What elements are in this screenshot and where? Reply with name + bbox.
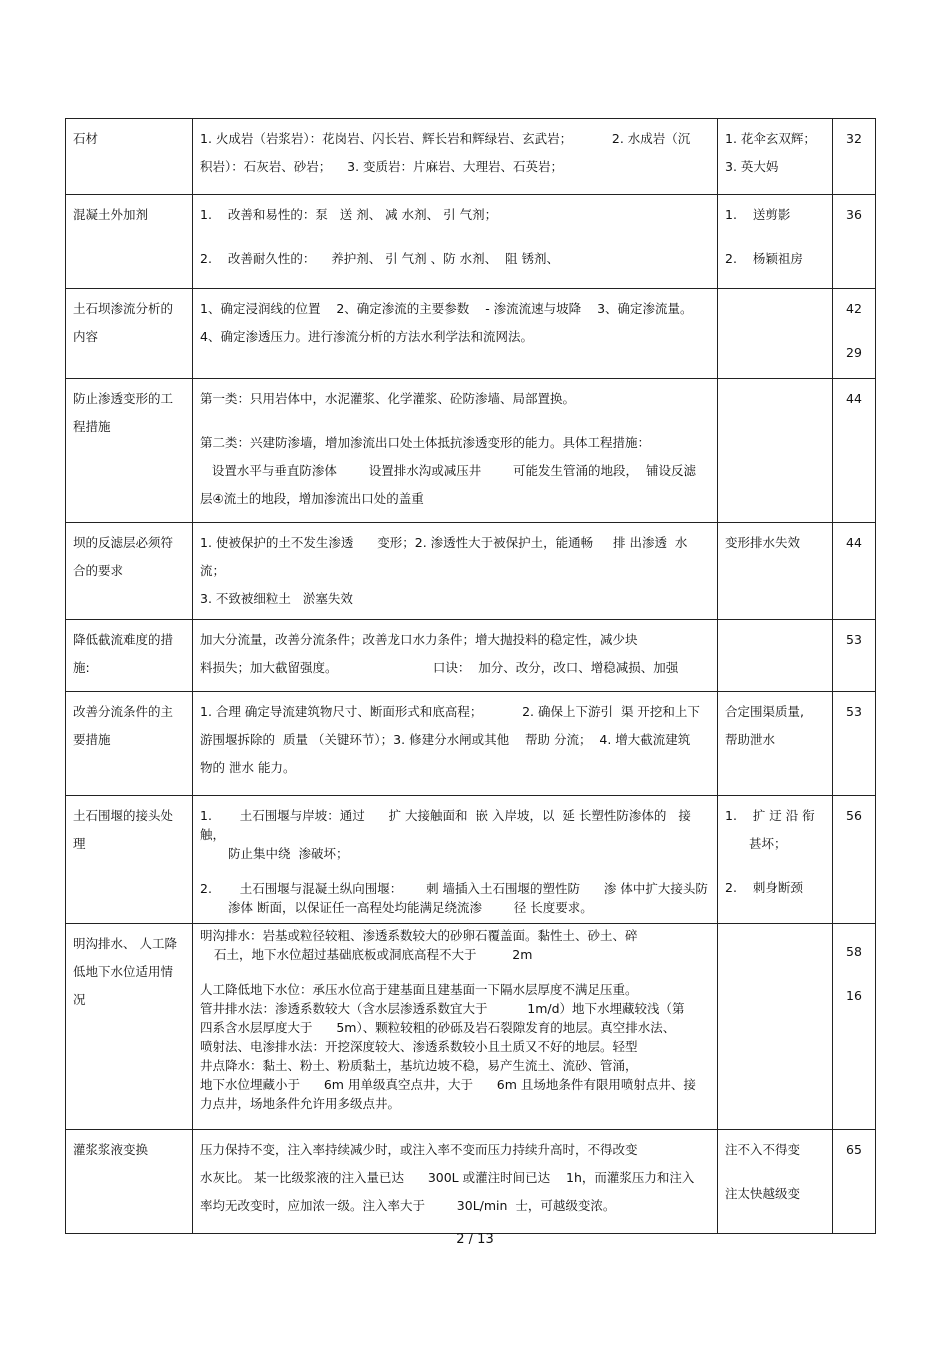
content-cell: 1. 改善和易性的：泵 送 剂、 减 水剂、 引 气剂； 2. 改善耐久性的： 养护剂、 引 气剂 、防 水剂、 阻 锈剂、	[193, 195, 718, 289]
mnemonic-cell	[718, 620, 833, 692]
mnemonic-cell	[718, 379, 833, 523]
page-ref-cell: 44	[833, 379, 876, 523]
page-ref-cell: 53	[833, 692, 876, 796]
mnemonic-cell: 变形排水失效	[718, 523, 833, 620]
topic-cell: 土石坝渗流分析的内容	[66, 289, 193, 379]
table-row	[66, 195, 876, 289]
mnemonic-cell: 注不入不得变 注太快越级变	[718, 1130, 833, 1234]
page-ref-cell: 56	[833, 796, 876, 924]
content-cell: 1. 土石围堰与岸坡：通过 扩 大接触面和 嵌 入岸坡，以 延 长塑性防渗体的 接 触， 防止集中绕 渗破坏； 2. 土石围堰与混凝土纵向围堰： 刺 墙插入土石围堰的塑性防 渗 体中扩大接头防 渗体 断面，以保证任一高程处均能满足绕流渗 径 长度要求。	[193, 796, 718, 924]
notes-table	[65, 118, 876, 1234]
topic-cell: 防止渗透变形的工程措施	[66, 379, 193, 523]
mnemonic-cell	[718, 289, 833, 379]
table-row	[66, 692, 876, 796]
content-cell: 第一类：只用岩体中，水泥灌浆、化学灌浆、砼防渗墙、局部置换。 第二类：兴建防渗墙，增加渗流出口处土体抵抗渗透变形的能力。具体工程措施： 设置水平与垂直防渗体 设置排水沟或减压井 可能发生管涌的地段， 铺设反滤 层④流土的地段，增加渗流出口处的盖重	[193, 379, 718, 523]
content-cell: 1. 使被保护的土不发生渗透 变形；2. 渗透性大于被保护土，能通畅 排 出渗透 水流； 3. 不致被细粒土 淤塞失效	[193, 523, 718, 620]
table-row	[66, 289, 876, 379]
page-ref-cell: 36	[833, 195, 876, 289]
page-ref-cell: 53	[833, 620, 876, 692]
topic-cell: 混凝土外加剂	[66, 195, 193, 289]
content-cell: 1. 火成岩（岩浆岩）：花岗岩、闪长岩、辉长岩和辉绿岩、玄武岩； 2. 水成岩（沉 积岩）：石灰岩、砂岩； 3. 变质岩：片麻岩、大理岩、石英岩；	[193, 119, 718, 195]
content-cell: 压力保持不变，注入率持续减少时，或注入率不变而压力持续升高时，不得改变 水灰比。 某一比级浆液的注入量已达 300L 或灌注时间已达 1h，而灌浆压力和注入 率均无改变时，应加浓一级。注入率大于 30L/min 士，可越级变浓。	[193, 1130, 718, 1234]
table-row	[66, 1130, 876, 1234]
page-indicator: 2 / 13	[456, 1232, 494, 1247]
content-cell: 1、确定浸润线的位置 2、确定渗流的主要参数 - 渗流流速与坡降 3、确定渗流量。 4、确定渗透压力。进行渗流分析的方法水利学法和流网法。	[193, 289, 718, 379]
topic-cell: 坝的反滤层必须符合的要求	[66, 523, 193, 620]
topic-cell: 石材	[66, 119, 193, 195]
topic-cell: 明沟排水、 人工降低地下水位适用情况	[66, 924, 193, 1130]
mnemonic-cell: 1. 扩 迂 沿 衔 甚坏； 2. 刺身断颈	[718, 796, 833, 924]
topic-cell: 土石围堰的接头处理	[66, 796, 193, 924]
table-row	[66, 620, 876, 692]
page-ref-cell: 42 29	[833, 289, 876, 379]
page-ref-cell: 44	[833, 523, 876, 620]
mnemonic-cell: 1. 送剪影 2. 杨颖祖房	[718, 195, 833, 289]
table-row	[66, 379, 876, 523]
table-row	[66, 924, 876, 1130]
table-row	[66, 796, 876, 924]
table-row	[66, 119, 876, 195]
mnemonic-cell	[718, 924, 833, 1130]
mnemonic-cell: 合定围渠质量, 帮助泄水	[718, 692, 833, 796]
topic-cell: 降低截流难度的措施:	[66, 620, 193, 692]
page-ref-cell: 32	[833, 119, 876, 195]
topic-cell: 改善分流条件的主要措施	[66, 692, 193, 796]
topic-cell: 灌浆浆液变换	[66, 1130, 193, 1234]
mnemonic-cell: 1. 花伞玄双辉； 3. 英大妈	[718, 119, 833, 195]
page-ref-cell: 65	[833, 1130, 876, 1234]
content-cell: 1. 合理 确定导流建筑物尺寸、断面形式和底高程； 2. 确保上下游引 渠 开挖和上下 游围堰拆除的 质量 （关键环节）；3. 修建分水闸或其他 帮助 分流； 4. 增大截流建筑 物的 泄水 能力。	[193, 692, 718, 796]
content-cell: 加大分流量，改善分流条件；改善龙口水力条件；增大抛投料的稳定性，减少块 料损失；加大截留强度。 口诀： 加分、改分，改口、增稳减损、加强	[193, 620, 718, 692]
page-ref-cell: 58 16	[833, 924, 876, 1130]
content-cell: 明沟排水：岩基或粒径较粗、渗透系数较大的砂卵石覆盖面。黏性土、砂土、碎 石土，地下水位超过基础底板或洞底高程不大于 2m 人工降低地下水位：承压水位高于建基面且建基面一下隔水层厚度不满足压重。 管井排水法：渗透系数较大（含水层渗透系数宜大于 1m/d）地下水埋藏较浅（第 四系含水层厚度大于 5m）、颗粒较粗的砂砾及岩石裂隙发育的地层。真空排水法、 喷射法、电渗排水法：开挖深度较大、渗透系数较小且土质又不好的地层。轻型 井点降水：黏土、粉土、粉质黏土，基坑边坡不稳，易产生流土、流砂、管涌， 地下水位埋藏小于 6m 用单级真空点井，大于 6m 且场地条件有限用喷射点井、接 力点井，场地条件允许用多级点井。	[193, 924, 718, 1130]
table-row	[66, 523, 876, 620]
